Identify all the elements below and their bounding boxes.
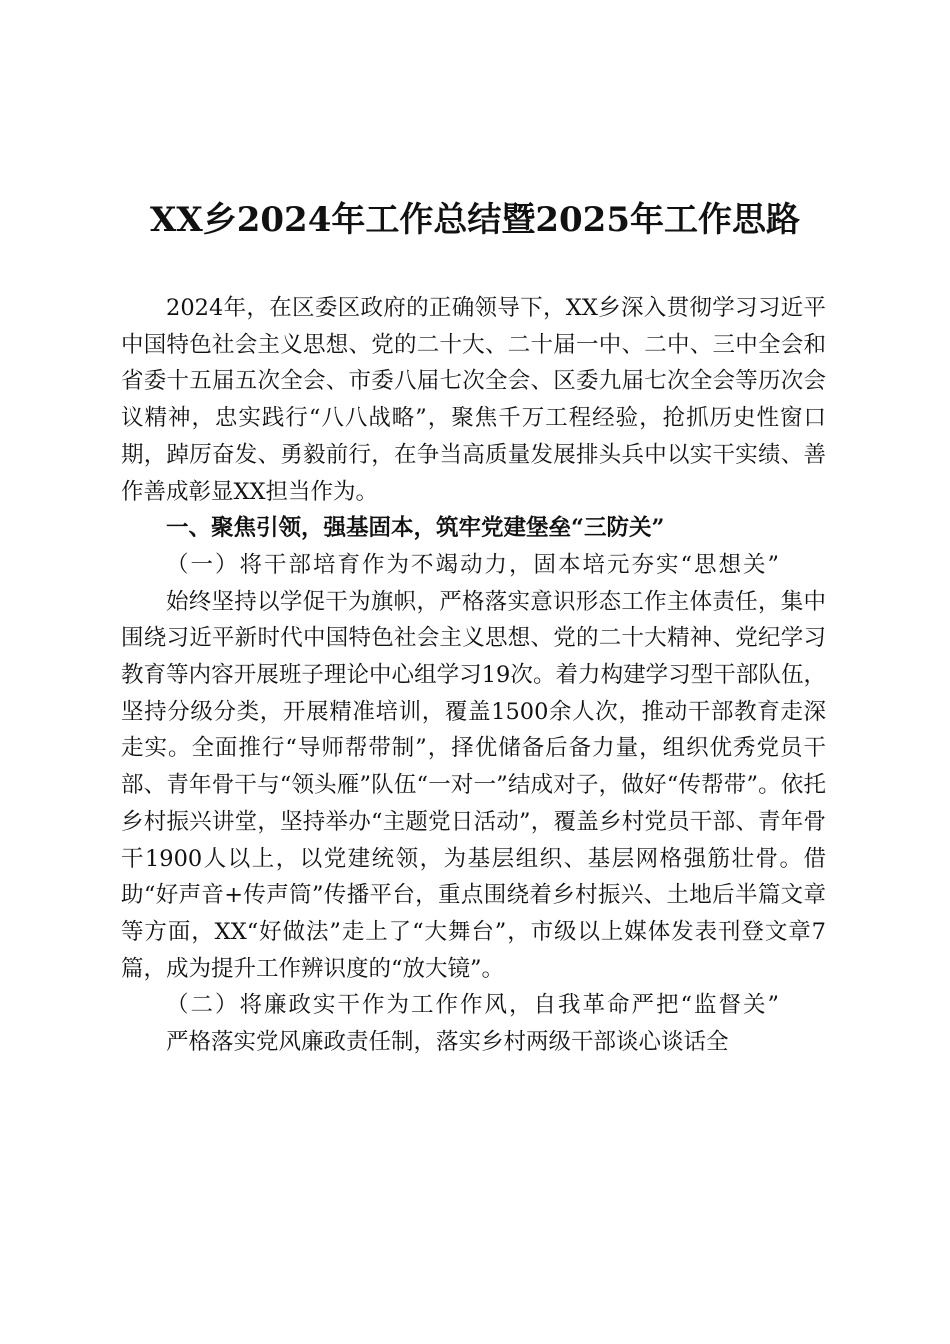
section-heading-1: 一、聚焦引领，强基固本，筑牢党建堡垒“三防关” [166,515,665,542]
body-paragraph-1: 始终坚持以学促干为旗帜，严格落实意识形态工作主体责任，集中围绕习近平新时代中国特色社会主义思想、党的二十大精神、党纪学习教育等内容开展班子理论中心组学习19次。着力构建学习型干部队伍，坚持分级分类，开展精准培训，覆盖1500余人次，推动干部教育走深走实。全面推行“导师帮带制”，择优储备后备力量，组织优秀党员干部、青年骨干与“领头雁”队伍“一对一”结成对子，做好“传帮带”。依托乡村振兴讲堂，坚持举办“主题党日活动”，覆盖乡村党员干部、青年骨干1900人以上，以党建统领，为基层组织、基层网格强筋壮骨。借助“好声音+传声筒”传播平台，重点围绕着乡村振兴、土地后半篇文章等方面，XX“好做法”走上了“大舞台”，市级以上媒体发表刊登文章7篇，成为提升工作辨识度的“放大镜”。 [121,588,826,982]
document-title: XX乡2024年工作总结暨2025年工作思路 [149,200,801,240]
subsection-heading-2: （二）将廉政实干作为工作作风，自我革命严把“监督关” [166,992,782,1019]
document-body [121,290,826,1061]
body-paragraph-2: 严格落实党风廉政责任制，落实乡村两级干部谈心谈话全 [166,1029,729,1056]
intro-paragraph: 2024年，在区委区政府的正确领导下，XX乡深入贯彻学习习近平中国特色社会主义思想、党的二十大、二十届一中、二中、三中全会和省委十五届五次全会、市委八届七次全会、区委九届七次全会等历次会议精神，忠实践行“八八战略”，聚焦千万工程经验，抢抓历史性窗口期，踔厉奋发、勇毅前行，在争当高质量发展排头兵中以实干实绩、善作善成彰显XX担当作为。 [121,295,826,505]
subsection-heading-1: （一）将干部培育作为不竭动力，固本培元夯实“思想关” [166,551,782,578]
